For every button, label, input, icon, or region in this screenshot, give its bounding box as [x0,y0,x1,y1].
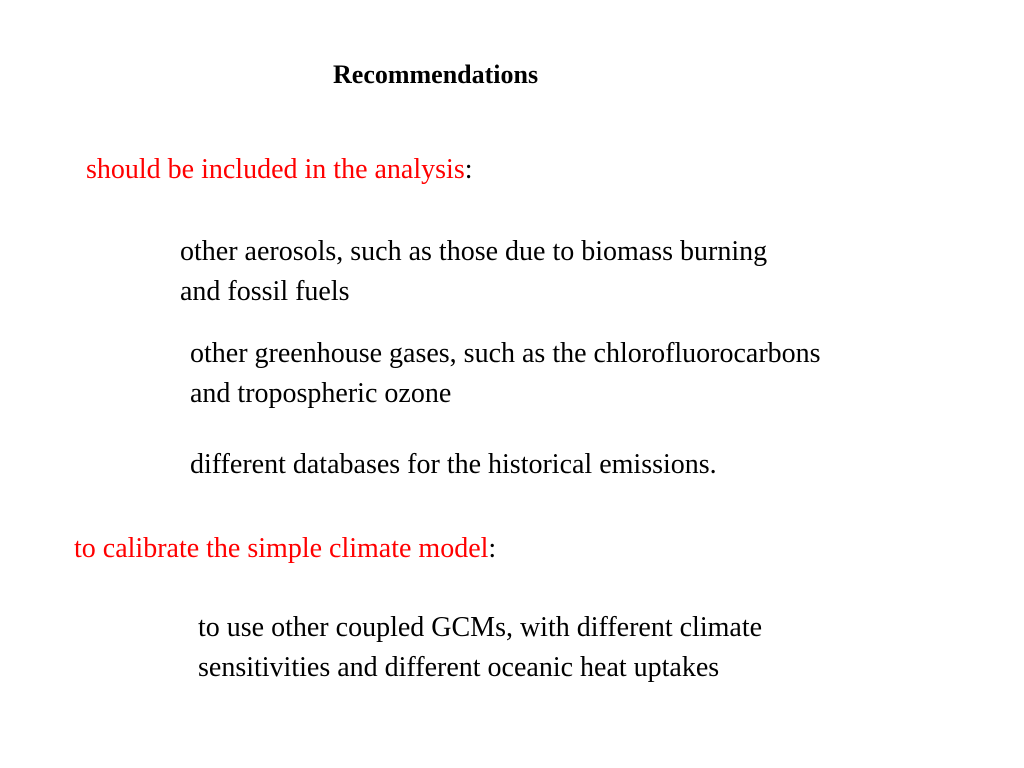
section-heading-analysis [86,154,473,186]
list-item-line: and fossil fuels [180,276,350,307]
section-heading-calibrate-colon: : [488,533,497,564]
list-item-line: to use other coupled GCMs, with different climate [198,612,763,643]
list-item-line: different databases for the historical emissions. [190,449,717,480]
section-heading-calibrate-text: to calibrate the simple climate model [74,533,489,564]
section-heading-calibrate [74,533,496,565]
list-item-greenhouse-gases [190,334,821,414]
slide-title: Recommendations [333,60,539,89]
list-item-line: and tropospheric ozone [190,378,452,409]
list-item-gcms [198,608,762,688]
list-item-line: other aerosols, such as those due to biomass burning [180,236,768,267]
list-item-aerosols [180,232,767,312]
list-item-line: other greenhouse gases, such as the chlorofluorocarbons [190,338,821,369]
section-heading-analysis-text: should be included in the analysis [86,154,465,185]
section-heading-analysis-colon: : [464,154,473,185]
list-item-databases [190,445,717,485]
list-item-line: sensitivities and different oceanic heat uptakes [198,652,720,683]
